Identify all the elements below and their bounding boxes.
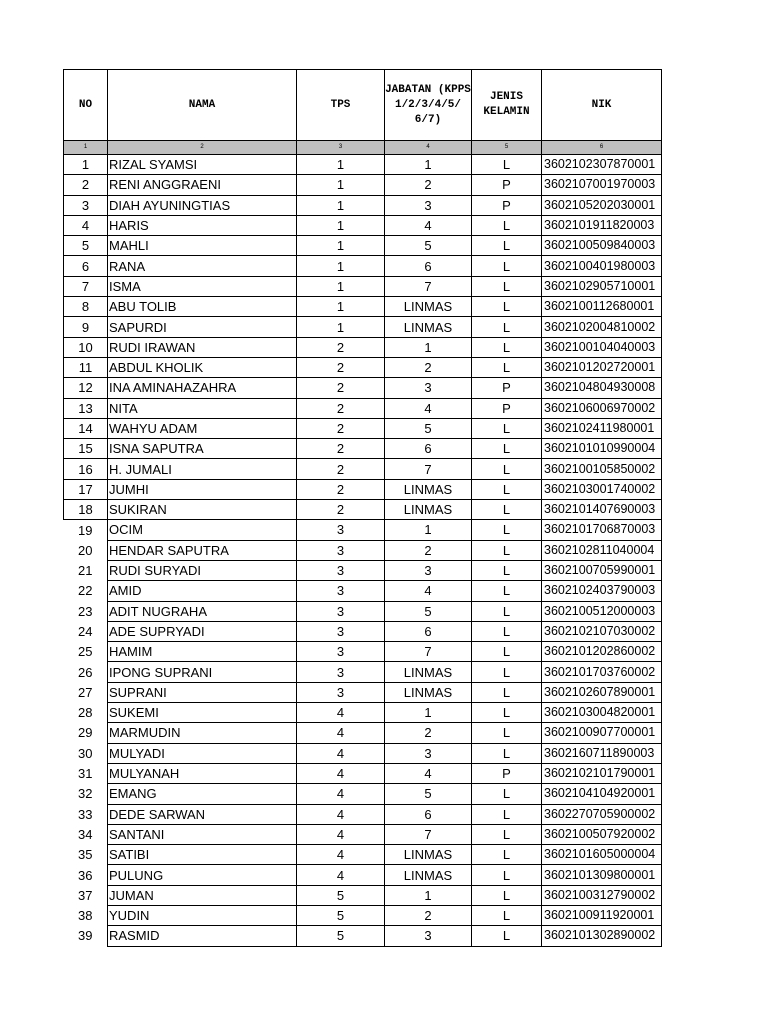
nama-cell: ADIT NUGRAHA xyxy=(108,601,297,621)
nama-cell: JUMHI xyxy=(108,479,297,499)
nik-cell: 3602101309800001 xyxy=(542,865,662,885)
tps-cell: 3 xyxy=(297,560,385,580)
nama-cell: HENDAR SAPUTRA xyxy=(108,540,297,560)
header-no: NO xyxy=(64,70,108,141)
jenis-kelamin-cell: L xyxy=(472,520,542,540)
jenis-kelamin-cell: L xyxy=(472,784,542,804)
tps-cell: 1 xyxy=(297,175,385,195)
no-cell: 31 xyxy=(64,763,108,783)
table-row xyxy=(64,743,662,763)
nama-cell: ISNA SAPUTRA xyxy=(108,439,297,459)
nik-cell: 3602160711890003 xyxy=(542,743,662,763)
tps-cell: 2 xyxy=(297,337,385,357)
jenis-kelamin-cell: P xyxy=(472,175,542,195)
table-row xyxy=(64,682,662,702)
no-cell: 35 xyxy=(64,845,108,865)
nik-cell: 3602102607890001 xyxy=(542,682,662,702)
header-row xyxy=(64,70,662,141)
nama-cell: NITA xyxy=(108,398,297,418)
tps-cell: 4 xyxy=(297,845,385,865)
column-number: 4 xyxy=(385,141,472,155)
tps-cell: 1 xyxy=(297,297,385,317)
tps-cell: 1 xyxy=(297,236,385,256)
tps-cell: 5 xyxy=(297,926,385,946)
jabatan-cell: 2 xyxy=(385,540,472,560)
nama-cell: RIZAL SYAMSI xyxy=(108,155,297,175)
nik-cell: 3602101703760002 xyxy=(542,662,662,682)
jabatan-cell: 6 xyxy=(385,621,472,641)
no-cell: 13 xyxy=(64,398,108,418)
jabatan-cell: LINMAS xyxy=(385,500,472,520)
no-cell: 2 xyxy=(64,175,108,195)
tps-cell: 4 xyxy=(297,743,385,763)
jenis-kelamin-cell: L xyxy=(472,621,542,641)
table-row xyxy=(64,784,662,804)
nama-cell: MULYADI xyxy=(108,743,297,763)
jenis-kelamin-cell: L xyxy=(472,865,542,885)
jenis-kelamin-cell: L xyxy=(472,560,542,580)
table-row xyxy=(64,926,662,946)
tps-cell: 2 xyxy=(297,418,385,438)
nik-cell: 3602101202860002 xyxy=(542,642,662,662)
jabatan-cell: LINMAS xyxy=(385,845,472,865)
nik-cell: 3602101911820003 xyxy=(542,215,662,235)
header-nama: NAMA xyxy=(108,70,297,141)
jenis-kelamin-cell: L xyxy=(472,601,542,621)
no-cell: 17 xyxy=(64,479,108,499)
no-cell: 4 xyxy=(64,215,108,235)
jabatan-cell: LINMAS xyxy=(385,682,472,702)
jabatan-cell: 6 xyxy=(385,439,472,459)
jabatan-cell: LINMAS xyxy=(385,317,472,337)
jabatan-cell: 1 xyxy=(385,337,472,357)
nama-cell: ISMA xyxy=(108,276,297,296)
no-cell: 3 xyxy=(64,195,108,215)
jabatan-cell: 3 xyxy=(385,195,472,215)
table-row xyxy=(64,520,662,540)
no-cell: 23 xyxy=(64,601,108,621)
jabatan-cell: 7 xyxy=(385,459,472,479)
no-cell: 37 xyxy=(64,885,108,905)
table-row xyxy=(64,581,662,601)
nama-cell: RENI ANGGRAENI xyxy=(108,175,297,195)
nik-cell: 3602100112680001 xyxy=(542,297,662,317)
tps-cell: 3 xyxy=(297,682,385,702)
no-cell: 21 xyxy=(64,560,108,580)
table-row xyxy=(64,662,662,682)
nama-cell: SAPURDI xyxy=(108,317,297,337)
nama-cell: ABDUL KHOLIK xyxy=(108,357,297,377)
jabatan-cell: 5 xyxy=(385,601,472,621)
jabatan-cell: 3 xyxy=(385,378,472,398)
jenis-kelamin-cell: L xyxy=(472,905,542,925)
jenis-kelamin-cell: L xyxy=(472,824,542,844)
nama-cell: MULYANAH xyxy=(108,763,297,783)
table-row xyxy=(64,357,662,377)
jabatan-cell: 6 xyxy=(385,804,472,824)
header-tps: TPS xyxy=(297,70,385,141)
tps-cell: 4 xyxy=(297,865,385,885)
nama-cell: MAHLI xyxy=(108,236,297,256)
table-row xyxy=(64,479,662,499)
tps-cell: 4 xyxy=(297,703,385,723)
jenis-kelamin-cell: L xyxy=(472,337,542,357)
jabatan-cell: 2 xyxy=(385,175,472,195)
table-row xyxy=(64,560,662,580)
jenis-kelamin-cell: L xyxy=(472,540,542,560)
jenis-kelamin-cell: L xyxy=(472,236,542,256)
jabatan-cell: 7 xyxy=(385,276,472,296)
nik-cell: 3602101202720001 xyxy=(542,357,662,377)
table-row xyxy=(64,723,662,743)
tps-cell: 3 xyxy=(297,601,385,621)
jabatan-cell: LINMAS xyxy=(385,297,472,317)
no-cell: 32 xyxy=(64,784,108,804)
table-row xyxy=(64,703,662,723)
nama-cell: AMID xyxy=(108,581,297,601)
header-jabatan: JABATAN (KPPS 1/2/3/4/5/ 6/7) xyxy=(385,70,472,141)
no-cell: 11 xyxy=(64,357,108,377)
nik-cell: 3602101407690003 xyxy=(542,500,662,520)
jenis-kelamin-cell: L xyxy=(472,155,542,175)
no-cell: 26 xyxy=(64,662,108,682)
jabatan-cell: LINMAS xyxy=(385,662,472,682)
nama-cell: H. JUMALI xyxy=(108,459,297,479)
jenis-kelamin-cell: L xyxy=(472,418,542,438)
jenis-kelamin-cell: L xyxy=(472,215,542,235)
kpps-member-table xyxy=(63,69,662,947)
jenis-kelamin-cell: L xyxy=(472,804,542,824)
tps-cell: 1 xyxy=(297,215,385,235)
table-row xyxy=(64,155,662,175)
nik-cell: 3602100401980003 xyxy=(542,256,662,276)
jabatan-cell: 1 xyxy=(385,520,472,540)
table-row xyxy=(64,824,662,844)
table-row xyxy=(64,236,662,256)
jabatan-cell: 1 xyxy=(385,885,472,905)
no-cell: 12 xyxy=(64,378,108,398)
tps-cell: 1 xyxy=(297,317,385,337)
nama-cell: EMANG xyxy=(108,784,297,804)
no-cell: 27 xyxy=(64,682,108,702)
table-row xyxy=(64,439,662,459)
jenis-kelamin-cell: L xyxy=(472,256,542,276)
table-row xyxy=(64,621,662,641)
nik-cell: 3602105202030001 xyxy=(542,195,662,215)
tps-cell: 2 xyxy=(297,459,385,479)
column-number: 3 xyxy=(297,141,385,155)
jabatan-cell: LINMAS xyxy=(385,865,472,885)
nama-cell: SANTANI xyxy=(108,824,297,844)
table-row xyxy=(64,215,662,235)
nama-cell: SUKEMI xyxy=(108,703,297,723)
jabatan-cell: 7 xyxy=(385,824,472,844)
no-cell: 9 xyxy=(64,317,108,337)
nik-cell: 3602101605000004 xyxy=(542,845,662,865)
nama-cell: RASMID xyxy=(108,926,297,946)
nik-cell: 3602100312790002 xyxy=(542,885,662,905)
jenis-kelamin-cell: P xyxy=(472,195,542,215)
tps-cell: 2 xyxy=(297,378,385,398)
jenis-kelamin-cell: L xyxy=(472,885,542,905)
nik-cell: 3602102905710001 xyxy=(542,276,662,296)
table-row xyxy=(64,540,662,560)
jabatan-cell: 2 xyxy=(385,723,472,743)
table-row xyxy=(64,276,662,296)
no-cell: 8 xyxy=(64,297,108,317)
tps-cell: 4 xyxy=(297,763,385,783)
no-cell: 25 xyxy=(64,642,108,662)
tps-cell: 1 xyxy=(297,276,385,296)
table-row xyxy=(64,398,662,418)
table-row xyxy=(64,763,662,783)
no-cell: 39 xyxy=(64,926,108,946)
nik-cell: 3602102411980001 xyxy=(542,418,662,438)
nama-cell: YUDIN xyxy=(108,905,297,925)
nama-cell: HAMIM xyxy=(108,642,297,662)
table-row xyxy=(64,195,662,215)
nik-cell: 3602102403790003 xyxy=(542,581,662,601)
nama-cell: MARMUDIN xyxy=(108,723,297,743)
nik-cell: 3602104104920001 xyxy=(542,784,662,804)
no-cell: 6 xyxy=(64,256,108,276)
jabatan-cell: 6 xyxy=(385,256,472,276)
jenis-kelamin-cell: L xyxy=(472,276,542,296)
table-row xyxy=(64,642,662,662)
tps-cell: 1 xyxy=(297,256,385,276)
table-row xyxy=(64,500,662,520)
table-row xyxy=(64,297,662,317)
jabatan-cell: 3 xyxy=(385,743,472,763)
jabatan-cell: 4 xyxy=(385,398,472,418)
nik-cell: 3602102107030002 xyxy=(542,621,662,641)
nik-cell: 3602270705900002 xyxy=(542,804,662,824)
no-cell: 19 xyxy=(64,520,108,540)
jabatan-cell: 3 xyxy=(385,560,472,580)
header-jenis-kelamin: JENIS KELAMIN xyxy=(472,70,542,141)
tps-cell: 2 xyxy=(297,398,385,418)
no-cell: 18 xyxy=(64,500,108,520)
jabatan-cell: 5 xyxy=(385,236,472,256)
table-row xyxy=(64,601,662,621)
jabatan-cell: 3 xyxy=(385,926,472,946)
jabatan-cell: 4 xyxy=(385,763,472,783)
table-row xyxy=(64,459,662,479)
tps-cell: 2 xyxy=(297,479,385,499)
jenis-kelamin-cell: L xyxy=(472,439,542,459)
tps-cell: 5 xyxy=(297,885,385,905)
jenis-kelamin-cell: L xyxy=(472,845,542,865)
nama-cell: HARIS xyxy=(108,215,297,235)
jenis-kelamin-cell: L xyxy=(472,642,542,662)
jenis-kelamin-cell: P xyxy=(472,763,542,783)
nik-cell: 3602102004810002 xyxy=(542,317,662,337)
no-cell: 5 xyxy=(64,236,108,256)
column-number: 1 xyxy=(64,141,108,155)
column-number: 6 xyxy=(542,141,662,155)
jabatan-cell: 2 xyxy=(385,905,472,925)
tps-cell: 3 xyxy=(297,581,385,601)
nama-cell: RUDI IRAWAN xyxy=(108,337,297,357)
no-cell: 24 xyxy=(64,621,108,641)
jenis-kelamin-cell: L xyxy=(472,682,542,702)
tps-cell: 3 xyxy=(297,621,385,641)
nama-cell: RANA xyxy=(108,256,297,276)
nik-cell: 3602100911920001 xyxy=(542,905,662,925)
jenis-kelamin-cell: L xyxy=(472,357,542,377)
column-number: 5 xyxy=(472,141,542,155)
nama-cell: WAHYU ADAM xyxy=(108,418,297,438)
nama-cell: RUDI SURYADI xyxy=(108,560,297,580)
nik-cell: 3602100907700001 xyxy=(542,723,662,743)
no-cell: 7 xyxy=(64,276,108,296)
tps-cell: 3 xyxy=(297,520,385,540)
nik-cell: 3602101302890002 xyxy=(542,926,662,946)
table-row xyxy=(64,378,662,398)
nama-cell: ABU TOLIB xyxy=(108,297,297,317)
nama-cell: OCIM xyxy=(108,520,297,540)
header-nik: NIK xyxy=(542,70,662,141)
tps-cell: 3 xyxy=(297,642,385,662)
tps-cell: 2 xyxy=(297,500,385,520)
nama-cell: DEDE SARWAN xyxy=(108,804,297,824)
jabatan-cell: 5 xyxy=(385,784,472,804)
tps-cell: 4 xyxy=(297,824,385,844)
tps-cell: 4 xyxy=(297,723,385,743)
tps-cell: 1 xyxy=(297,195,385,215)
jenis-kelamin-cell: L xyxy=(472,479,542,499)
nama-cell: INA AMINAHAZAHRA xyxy=(108,378,297,398)
no-cell: 1 xyxy=(64,155,108,175)
table-row xyxy=(64,418,662,438)
no-cell: 22 xyxy=(64,581,108,601)
nik-cell: 3602103004820001 xyxy=(542,703,662,723)
tps-cell: 3 xyxy=(297,662,385,682)
tps-cell: 2 xyxy=(297,357,385,377)
nik-cell: 3602100105850002 xyxy=(542,459,662,479)
nama-cell: ADE SUPRYADI xyxy=(108,621,297,641)
nik-cell: 3602100512000003 xyxy=(542,601,662,621)
tps-cell: 4 xyxy=(297,804,385,824)
table-row xyxy=(64,317,662,337)
no-cell: 20 xyxy=(64,540,108,560)
nama-cell: SUPRANI xyxy=(108,682,297,702)
no-cell: 16 xyxy=(64,459,108,479)
no-cell: 15 xyxy=(64,439,108,459)
jabatan-cell: 5 xyxy=(385,418,472,438)
jabatan-cell: 4 xyxy=(385,215,472,235)
jenis-kelamin-cell: L xyxy=(472,317,542,337)
no-cell: 29 xyxy=(64,723,108,743)
table-body xyxy=(64,155,662,947)
nik-cell: 3602101706870003 xyxy=(542,520,662,540)
nik-cell: 3602107001970003 xyxy=(542,175,662,195)
table-row xyxy=(64,905,662,925)
nik-cell: 3602106006970002 xyxy=(542,398,662,418)
no-cell: 10 xyxy=(64,337,108,357)
tps-cell: 5 xyxy=(297,905,385,925)
nik-cell: 3602100104040003 xyxy=(542,337,662,357)
nik-cell: 3602104804930008 xyxy=(542,378,662,398)
jabatan-cell: 1 xyxy=(385,155,472,175)
no-cell: 34 xyxy=(64,824,108,844)
nik-cell: 3602102811040004 xyxy=(542,540,662,560)
no-cell: 36 xyxy=(64,865,108,885)
table-row xyxy=(64,175,662,195)
nama-cell: JUMAN xyxy=(108,885,297,905)
jabatan-cell: LINMAS xyxy=(385,479,472,499)
tps-cell: 2 xyxy=(297,439,385,459)
jenis-kelamin-cell: L xyxy=(472,297,542,317)
jabatan-cell: 4 xyxy=(385,581,472,601)
jenis-kelamin-cell: L xyxy=(472,703,542,723)
nik-cell: 3602102307870001 xyxy=(542,155,662,175)
jenis-kelamin-cell: L xyxy=(472,723,542,743)
nik-cell: 3602101010990004 xyxy=(542,439,662,459)
jenis-kelamin-cell: L xyxy=(472,926,542,946)
jenis-kelamin-cell: L xyxy=(472,743,542,763)
nik-cell: 3602100507920002 xyxy=(542,824,662,844)
nama-cell: IPONG SUPRANI xyxy=(108,662,297,682)
no-cell: 33 xyxy=(64,804,108,824)
nama-cell: DIAH AYUNINGTIAS xyxy=(108,195,297,215)
table-row xyxy=(64,865,662,885)
jenis-kelamin-cell: P xyxy=(472,378,542,398)
nik-cell: 3602100705990001 xyxy=(542,560,662,580)
jenis-kelamin-cell: L xyxy=(472,581,542,601)
column-number: 2 xyxy=(108,141,297,155)
tps-cell: 3 xyxy=(297,540,385,560)
no-cell: 38 xyxy=(64,905,108,925)
table-row xyxy=(64,337,662,357)
nama-cell: PULUNG xyxy=(108,865,297,885)
nik-cell: 3602103001740002 xyxy=(542,479,662,499)
nik-cell: 3602100509840003 xyxy=(542,236,662,256)
jenis-kelamin-cell: L xyxy=(472,500,542,520)
table-row xyxy=(64,804,662,824)
no-cell: 14 xyxy=(64,418,108,438)
nik-cell: 3602102101790001 xyxy=(542,763,662,783)
jenis-kelamin-cell: L xyxy=(472,459,542,479)
jenis-kelamin-cell: L xyxy=(472,662,542,682)
jenis-kelamin-cell: P xyxy=(472,398,542,418)
jabatan-cell: 7 xyxy=(385,642,472,662)
jabatan-cell: 1 xyxy=(385,703,472,723)
nama-cell: SUKIRAN xyxy=(108,500,297,520)
tps-cell: 4 xyxy=(297,784,385,804)
table-row xyxy=(64,845,662,865)
table-row xyxy=(64,885,662,905)
no-cell: 30 xyxy=(64,743,108,763)
jabatan-cell: 2 xyxy=(385,357,472,377)
table-row xyxy=(64,256,662,276)
nama-cell: SATIBI xyxy=(108,845,297,865)
tps-cell: 1 xyxy=(297,155,385,175)
column-number-row xyxy=(64,141,662,155)
no-cell: 28 xyxy=(64,703,108,723)
